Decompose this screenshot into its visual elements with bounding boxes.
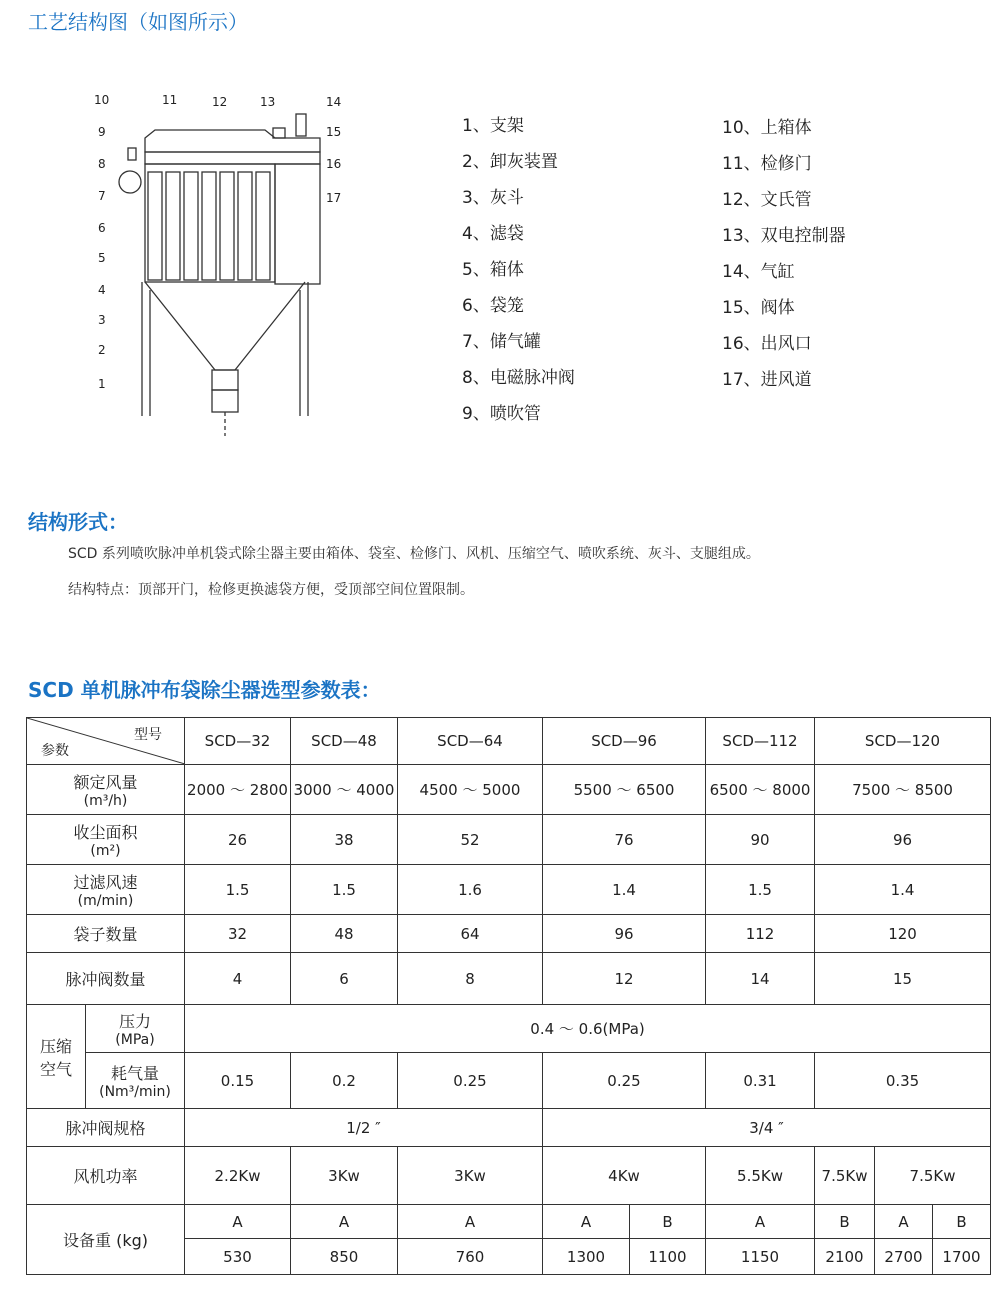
weight-value: 1150 [706, 1239, 815, 1275]
row-label [27, 815, 185, 865]
table-cell: 0.15 [185, 1053, 291, 1109]
weight-type: A [543, 1205, 630, 1239]
table-cell: 14 [706, 953, 815, 1005]
diagram-label-6: 6 [98, 221, 106, 235]
row-unit: (MPa) [115, 1032, 155, 1048]
legend-item: 10、上箱体 [722, 118, 812, 138]
model-header: SCD—112 [706, 718, 815, 765]
structure-features: 结构特点：顶部开门，检修更换滤袋方便，受顶部空间位置限制。 [68, 582, 474, 598]
table-cell: 0.35 [815, 1053, 991, 1109]
weight-value: 760 [398, 1239, 543, 1275]
legend-item: 5、箱体 [462, 260, 524, 280]
table-cell: 96 [815, 815, 991, 865]
table-cell: 26 [185, 815, 291, 865]
table-cell: 76 [543, 815, 706, 865]
table-cell: 1/2 ″ [185, 1109, 543, 1147]
table-cell: 1.4 [815, 865, 991, 915]
diagram-label-1: 1 [98, 377, 106, 391]
row-label: 脉冲阀规格 [27, 1109, 185, 1147]
diagram-label-4: 4 [98, 283, 106, 297]
table-cell: 7.5Kw [815, 1147, 875, 1205]
legend-item: 14、气缸 [722, 262, 795, 282]
table-cell: 1.6 [398, 865, 543, 915]
model-header: SCD—64 [398, 718, 543, 765]
weight-type: B [815, 1205, 875, 1239]
legend-item: 12、文氏管 [722, 190, 812, 210]
model-header: SCD—48 [291, 718, 398, 765]
row-label: 袋子数量 [27, 915, 185, 953]
weight-type: A [875, 1205, 933, 1239]
diagram-label-5: 5 [98, 251, 106, 265]
diagram-label-7: 7 [98, 189, 106, 203]
table-cell: 12 [543, 953, 706, 1005]
table-cell: 4Kw [543, 1147, 706, 1205]
table-cell: 3Kw [398, 1147, 543, 1205]
legend-item: 15、阀体 [722, 298, 795, 318]
row-label: 风机功率 [27, 1147, 185, 1205]
legend-item: 8、电磁脉冲阀 [462, 368, 575, 388]
table-cell: 3Kw [291, 1147, 398, 1205]
legend-item: 16、出风口 [722, 334, 812, 354]
diagram-label-13: 13 [260, 95, 276, 109]
weight-type: A [398, 1205, 543, 1239]
diagram-label-16: 16 [326, 157, 342, 171]
row-label [27, 865, 185, 915]
diagram-label-3: 3 [98, 313, 106, 327]
table-cell: 112 [706, 915, 815, 953]
weight-value: 2700 [875, 1239, 933, 1275]
table-cell: 6500 ～ 8000 [706, 765, 815, 815]
compressed-air-label: 压缩空气 [27, 1005, 86, 1109]
legend-item: 3、灰斗 [462, 188, 524, 208]
table-cell: 1.4 [543, 865, 706, 915]
table-cell: 1.5 [706, 865, 815, 915]
table-cell: 8 [398, 953, 543, 1005]
table-cell: 0.25 [543, 1053, 706, 1109]
table-cell: 2000 ～ 2800 [185, 765, 291, 815]
weight-type: A [706, 1205, 815, 1239]
row-unit: (m³/h) [83, 793, 128, 809]
structure-description: SCD 系列喷吹脉冲单机袋式除尘器主要由箱体、袋室、检修门、风机、压缩空气、喷吹系统、灰斗、支腿组成。 [68, 546, 760, 562]
weight-value: 530 [185, 1239, 291, 1275]
table-cell: 1.5 [291, 865, 398, 915]
legend-left [462, 112, 575, 436]
legend-item: 11、检修门 [722, 154, 812, 174]
table-cell: 15 [815, 953, 991, 1005]
diagram-label-9: 9 [98, 125, 106, 139]
diagram-label-12: 12 [212, 95, 228, 109]
row-unit: (m/min) [77, 893, 134, 909]
legend-right [722, 114, 846, 402]
table-cell: 38 [291, 815, 398, 865]
diagram-label-15: 15 [326, 125, 342, 139]
row-label-text: 收尘面积 [73, 823, 138, 842]
legend-item: 17、进风道 [722, 370, 812, 390]
row-label-text: 过滤风速 [73, 873, 138, 892]
model-header: SCD—96 [543, 718, 706, 765]
table-cell: 32 [185, 915, 291, 953]
legend-item: 6、袋笼 [462, 296, 524, 316]
legend-item: 7、储气罐 [462, 332, 541, 352]
diagram-label-14: 14 [326, 95, 342, 109]
row-label [27, 765, 185, 815]
row-label [86, 1005, 185, 1053]
table-cell: 48 [291, 915, 398, 953]
table-cell: 6 [291, 953, 398, 1005]
table-cell: 52 [398, 815, 543, 865]
legend-item: 4、滤袋 [462, 224, 524, 244]
table-cell: 1.5 [185, 865, 291, 915]
table-cell: 90 [706, 815, 815, 865]
weight-value: 2100 [815, 1239, 875, 1275]
table-cell: 3000 ～ 4000 [291, 765, 398, 815]
corner-cell [27, 718, 185, 765]
table-cell: 120 [815, 915, 991, 953]
diagram-label-11: 11 [162, 93, 178, 107]
table-cell: 3/4 ″ [543, 1109, 991, 1147]
row-label-text: 额定风量 [73, 773, 138, 792]
row-label: 设备重 (kg) [27, 1205, 185, 1275]
weight-type: A [185, 1205, 291, 1239]
table-cell: 5.5Kw [706, 1147, 815, 1205]
row-unit: (Nm³/min) [99, 1084, 171, 1100]
row-label: 脉冲阀数量 [27, 953, 185, 1005]
table-cell: 96 [543, 915, 706, 953]
legend-item: 9、喷吹管 [462, 404, 541, 424]
weight-type: A [291, 1205, 398, 1239]
table-cell: 5500 ～ 6500 [543, 765, 706, 815]
dust-collector-diagram [90, 90, 360, 440]
table-cell: 4500 ～ 5000 [398, 765, 543, 815]
table-cell: 0.2 [291, 1053, 398, 1109]
row-label-text: 压力 [118, 1012, 151, 1031]
table-cell: 0.31 [706, 1053, 815, 1109]
corner-param-label: 参数 [41, 743, 69, 759]
diagram-label-8: 8 [98, 157, 106, 171]
row-label-text: 耗气量 [110, 1064, 159, 1083]
row-label [86, 1053, 185, 1109]
structure-heading: 结构形式： [28, 510, 128, 534]
diagram-label-10: 10 [94, 93, 110, 107]
corner-model-label: 型号 [134, 727, 162, 743]
weight-value: 1700 [933, 1239, 991, 1275]
weight-type: B [933, 1205, 991, 1239]
weight-value: 850 [291, 1239, 398, 1275]
table-cell: 0.4 ～ 0.6(MPa) [185, 1005, 991, 1053]
legend-item: 13、双电控制器 [722, 226, 846, 246]
weight-value: 1100 [630, 1239, 706, 1275]
weight-type: B [630, 1205, 706, 1239]
diagram-label-2: 2 [98, 343, 106, 357]
row-unit: (m²) [90, 843, 121, 859]
model-header: SCD—120 [815, 718, 991, 765]
table-cell: 0.25 [398, 1053, 543, 1109]
process-diagram-heading: 工艺结构图（如图所示） [28, 10, 248, 34]
legend-item: 1、支架 [462, 116, 524, 136]
spec-table [26, 717, 991, 1275]
spec-table-heading: SCD 单机脉冲布袋除尘器选型参数表： [28, 678, 381, 702]
table-cell: 4 [185, 953, 291, 1005]
legend-item: 2、卸灰装置 [462, 152, 558, 172]
weight-value: 1300 [543, 1239, 630, 1275]
table-cell: 64 [398, 915, 543, 953]
table-cell: 7.5Kw [875, 1147, 991, 1205]
model-header: SCD—32 [185, 718, 291, 765]
table-cell: 7500 ～ 8500 [815, 765, 991, 815]
table-cell: 2.2Kw [185, 1147, 291, 1205]
diagram-label-17: 17 [326, 191, 342, 205]
